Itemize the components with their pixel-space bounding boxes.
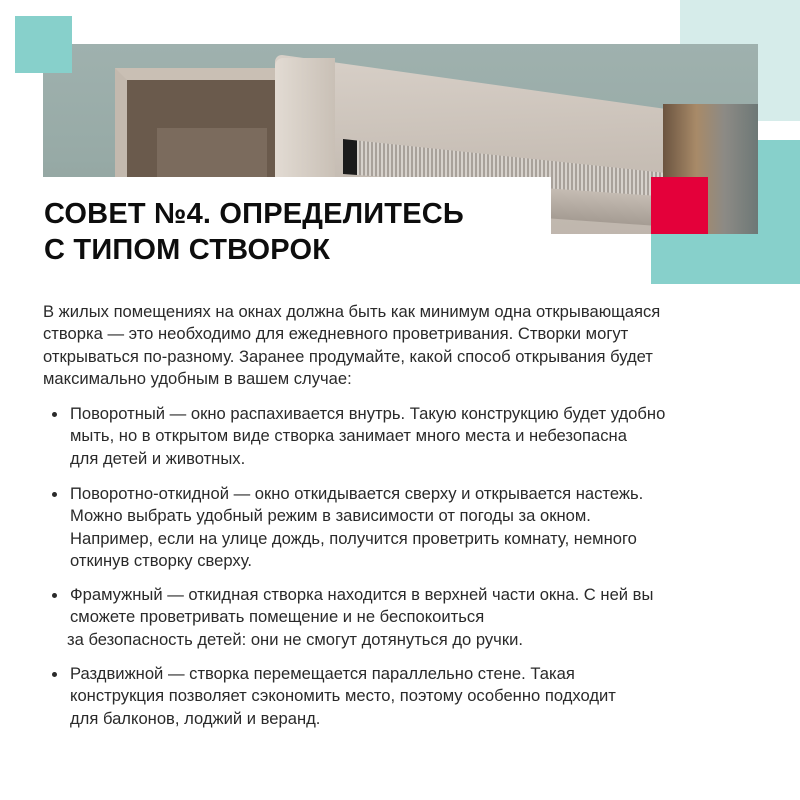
bullet-icon: [52, 593, 57, 598]
title-line-2: С ТИПОМ СТВОРОК: [44, 234, 331, 266]
decor-square-red: [651, 177, 708, 234]
decor-square-teal: [15, 16, 72, 73]
page-title: [44, 196, 464, 268]
bullet-icon: [52, 412, 57, 417]
intro-paragraph: В жилых помещениях на окнах должна быть как минимум одна открывающаяся створка — это необходимо для ежедневного проветривания. Створки могут открываться по-разному. Заранее продумайте, какой способ открывания будет максимально удобным в вашем случае:: [43, 302, 661, 388]
title-line-1: СОВЕТ №4. ОПРЕДЕЛИТЕСЬ: [44, 198, 464, 230]
bullet-icon: [52, 672, 57, 677]
bullet-icon: [52, 492, 57, 497]
